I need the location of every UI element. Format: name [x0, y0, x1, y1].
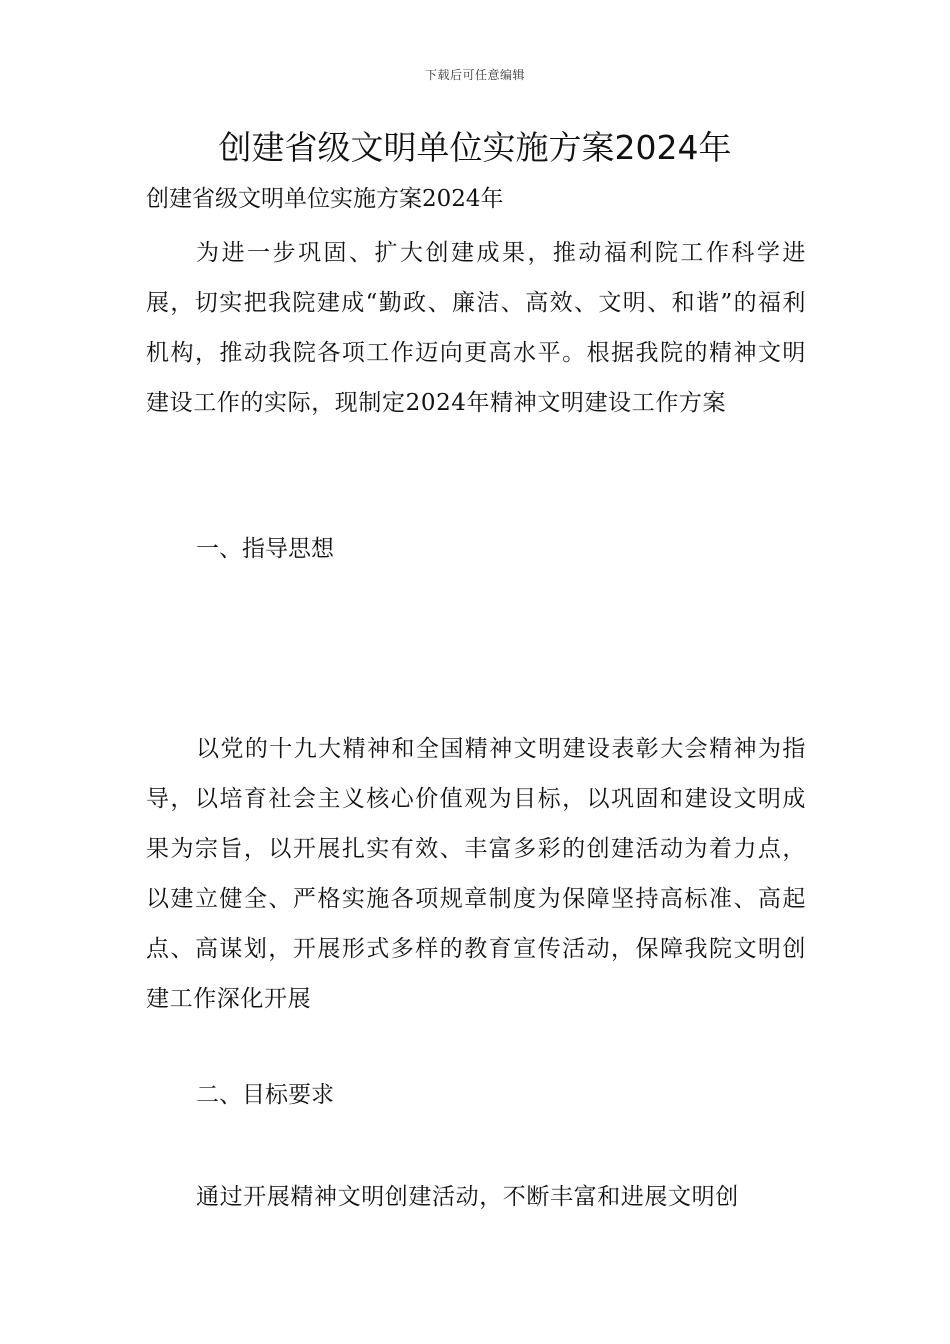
header-note: 下载后可任意编辑 — [424, 68, 525, 82]
section-heading-guiding-ideology: 一、指导思想 — [196, 536, 334, 562]
section-paragraph-objectives: 通过开展精神文明创建活动，不断丰富和进展文明创 — [196, 1184, 739, 1210]
page-title: 创建省级文明单位实施方案2024年 — [218, 128, 732, 167]
document-subtitle: 创建省级文明单位实施方案2024年 — [146, 186, 504, 212]
section-paragraph-guiding-ideology: 以党的十九大精神和全国精神文明建设表彰大会精神为指导，以培育社会主义核心价值观为目标，以巩固和建设文明成果为宗旨，以开展扎实有效、丰富多彩的创建活动为着力点，以建立健全、严格实施各项规章制度为保障坚持高标准、高起点、高谋划，开展形式多样的教育宣传活动，保障我院文明创建工作深化开展 — [146, 736, 806, 1012]
intro-paragraph: 为进一步巩固、扩大创建成果，推动福利院工作科学进展，切实把我院建成“勤政、廉洁、高效、文明、和谐”的福利机构，推动我院各项工作迈向更高水平。根据我院的精神文明建设工作的实际，现制定2024年精神文明建设工作方案 — [146, 240, 806, 416]
section-heading-objectives: 二、目标要求 — [196, 1082, 334, 1108]
